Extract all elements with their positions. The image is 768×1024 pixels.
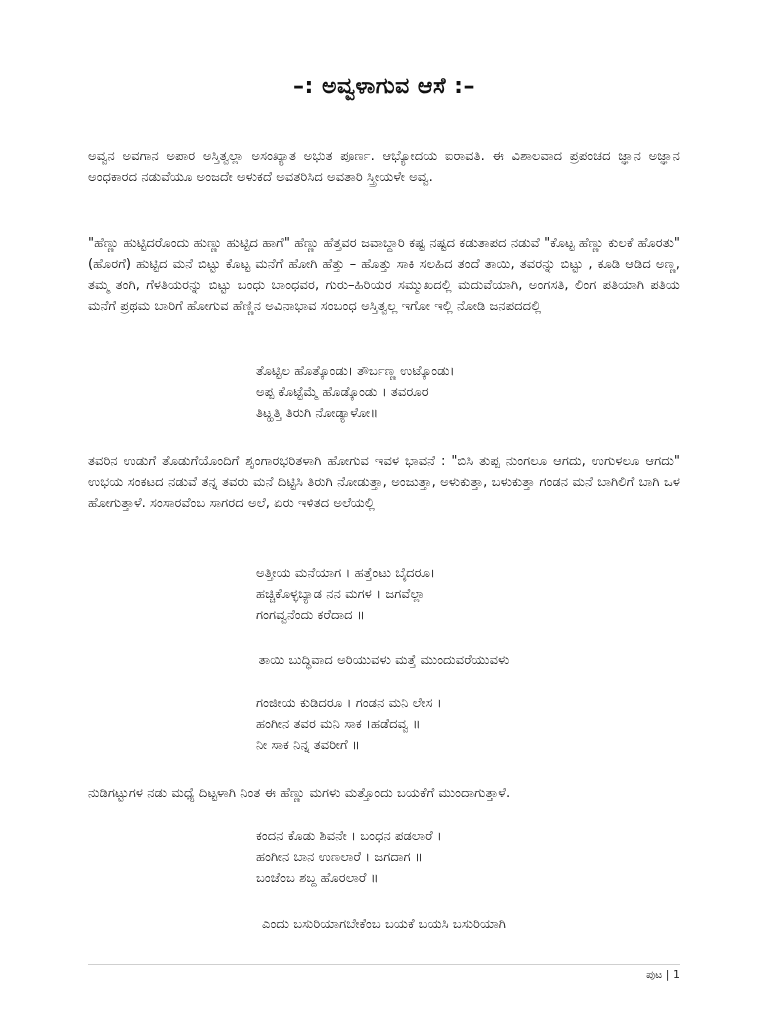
center-line-pregnancy: ಎಂದು ಬಸುರಿಯಾಗಬೇಕೆಂಬ ಬಯಕೆ ಬಯಸಿ ಬಸುರಿಯಾಗಿ: [262, 917, 506, 932]
verse-line: ಅಪ್ಪ ಕೊಟ್ಟೆಮ್ಮೆ ಹೊಡ್ಕೊಂಡು । ತವರೂರ: [256, 385, 429, 400]
center-line-advice: ತಾಯಿ ಬುದ್ಧಿವಾದ ಅರಿಯುವಳು ಮತ್ತೆ ಮುಂದುವರೆಯುವಳು: [258, 653, 510, 668]
verse-line: ತೊಟ್ಟಿಲ ಹೊತ್ಕೊಂಡು। ತೌರ್ಬಣ್ಣ ಉಟ್ಕೊಂಡು।: [256, 364, 455, 379]
verse-line: ಬಂಜೆಂಬ ಶಬ್ದ ಹೊರಲಾರೆ ॥: [256, 871, 379, 886]
verse-line: ಹಚ್ಚಿಕೊಳ್ಳಬ್ಯಾಡ ನನ ಮಗಳ । ಜಗವೆಲ್ಲಾ: [256, 587, 426, 602]
verse-line: ಗಂಗವ್ವನೆಂದು ಕರೆದಾದ ॥: [256, 608, 365, 623]
verse-line: ನೀ ಸಾಕ ನಿನ್ನ ತವರೀಗೆ ॥: [256, 738, 360, 753]
page-number: ಪುಟ | 1: [646, 968, 680, 981]
verse-1: [256, 361, 455, 424]
verse-3: [256, 693, 442, 756]
paragraph-departure: ತವರಿನ ಉಡುಗೆ ತೊಡುಗೆಯೊಂದಿಗೆ ಶೃಂಗಾರಭರಿತಳಾಗಿ ಹೋಗುವ ಇವಳ ಭಾವನೆ : "ಬಿಸಿ ತುಪ್ಪ ನುಂಗಲೂ ಆಗದು, ಉಗುಳಲೂ ಆಗದು" ಉಭಯ ಸಂಕಟದ ನಡುವೆ ತನ್ನ ತವರು ಮನೆ ದಿಟ್ಟಿಸಿ ತಿರುಗಿ ನೋಡುತ್ತಾ, ಅಂಜುತ್ತಾ, ಅಳುಕುತ್ತಾ, ಬಳುಕುತ್ತಾ ಗಂಡನ ಮನೆ ಬಾಗಿಲಿಗೆ ಬಾಗಿ ಒಳ ಹೋಗುತ್ತಾಳೆ. ಸಂಸಾರವೆಂಬ ಸಾಗರದ ಅಲೆ, ಏರು ಇಳಿತದ ಅಲೆಯಲ್ಲಿ: [88, 454, 680, 511]
paragraph-desire: ನುಡಿಗಟ್ಟುಗಳ ನಡು ಮಧ್ಯೆ ದಿಟ್ಟಳಾಗಿ ನಿಂತ ಈ ಹೆಣ್ಣು ಮಗಳು ಮತ್ತೊಂದು ಬಯಕೆಗೆ ಮುಂದಾಗುತ್ತಾಳೆ.: [88, 786, 511, 801]
verse-line: ಗಂಜೀಯ ಕುಡಿದರೂ । ಗಂಡನ ಮನಿ ಲೇಸ ।: [256, 696, 442, 711]
verse-line: ತಿಟ್ಹತ್ತಿ ತಿರುಗಿ ನೋಡ್ಯಾಳೋ॥: [256, 406, 379, 421]
footer-divider: [88, 964, 680, 965]
verse-line: ಹಂಗೀನ ತವರ ಮನಿ ಸಾಕ ।ಹಡೆದವ್ವ ॥: [256, 717, 421, 732]
verse-2: [256, 563, 435, 626]
paragraph-proverb: "ಹೆಣ್ಣು ಹುಟ್ಟಿದರೊಂದು ಹುಣ್ಣು ಹುಟ್ಟಿದ ಹಾಗೆ" ಹೆಣ್ಣು ಹೆತ್ತವರ ಜವಾಬ್ದಾರಿ ಕಷ್ಟ ನಷ್ಟದ ಕಡುತಾಪದ ನಡುವೆ "ಕೊಟ್ಟ ಹೆಣ್ಣು ಕುಲಕೆ ಹೊರತು" (ಹೊರಗೆ) ಹುಟ್ಟಿದ ಮನೆ ಬಿಟ್ಟು ಕೊಟ್ಟ ಮನೆಗೆ ಹೋಗಿ ಹೆತ್ತು – ಹೊತ್ತು ಸಾಕಿ ಸಲಹಿದ ತಂದೆ ತಾಯಿ, ತವರನ್ನು ಬಿಟ್ಟು , ಕೂಡಿ ಆಡಿದ ಅಣ್ಣ, ತಮ್ಮ ತಂಗಿ, ಗೆಳತಿಯರನ್ನು ಬಿಟ್ಟು ಬಂಧು ಬಾಂಧವರ, ಗುರು–ಹಿರಿಯರ ಸಮ್ಮುಖದಲ್ಲಿ ಮದುವೆಯಾಗಿ, ಅಂಗಸತಿ, ಲಿಂಗ ಪತಿಯಾಗಿ ಪತಿಯ ಮನೆಗೆ ಪ್ರಥಮ ಬಾರಿಗೆ ಹೋಗುವ ಹೆಣ್ಣಿನ ಅವಿನಾಭಾವ ಸಂಬಂಧ ಅಸ್ತಿತ್ವಲ್ಲ ಇಗೋ ಇಲ್ಲಿ ನೋಡಿ ಜನಪದದಲ್ಲಿ: [88, 236, 680, 314]
verse-4: [256, 826, 442, 889]
verse-line: ಅತ್ತೀಯ ಮನೆಯಾಗ । ಹತ್ತೆಂಟು ಬೈದರೂ।: [256, 566, 436, 581]
verse-line: ಹಂಗೀನ ಬಾನ ಉಣಲಾರೆ । ಜಗದಾಗ ॥: [256, 850, 423, 865]
paragraph-intro: ಅವ್ವನ ಅವಗಾನ ಅಪಾರ ಅಸ್ತಿತ್ವಲ್ಲಾ ಅಸಂಖ್ಯಾತ ಅಭುತ ಪೂರ್ಣ. ಆಭ್ಯೋದಯ ಐರಾವತಿ. ಈ ವಿಶಾಲವಾದ ಪ್ರಪಂಚದ ಜ್ಞಾನ ಅಜ್ಞಾನ ಅಂಧಕಾರದ ನಡುವೆಯೂ ಅಂಜದೇ ಅಳುಕದೆ ಅವತರಿಸಿದ ಅವತಾರಿ ಸ್ತ್ರೀಯಳೇ ಅವ್ವ.: [88, 149, 680, 185]
verse-line: ಕಂದನ ಕೊಡು ಶಿವನೇ । ಬಂಧನ ಪಡಲಾರೆ ।: [256, 829, 442, 844]
page-title: –: ಅವ್ವಳಾಗುವ ಆಸೆ :–: [293, 74, 475, 99]
